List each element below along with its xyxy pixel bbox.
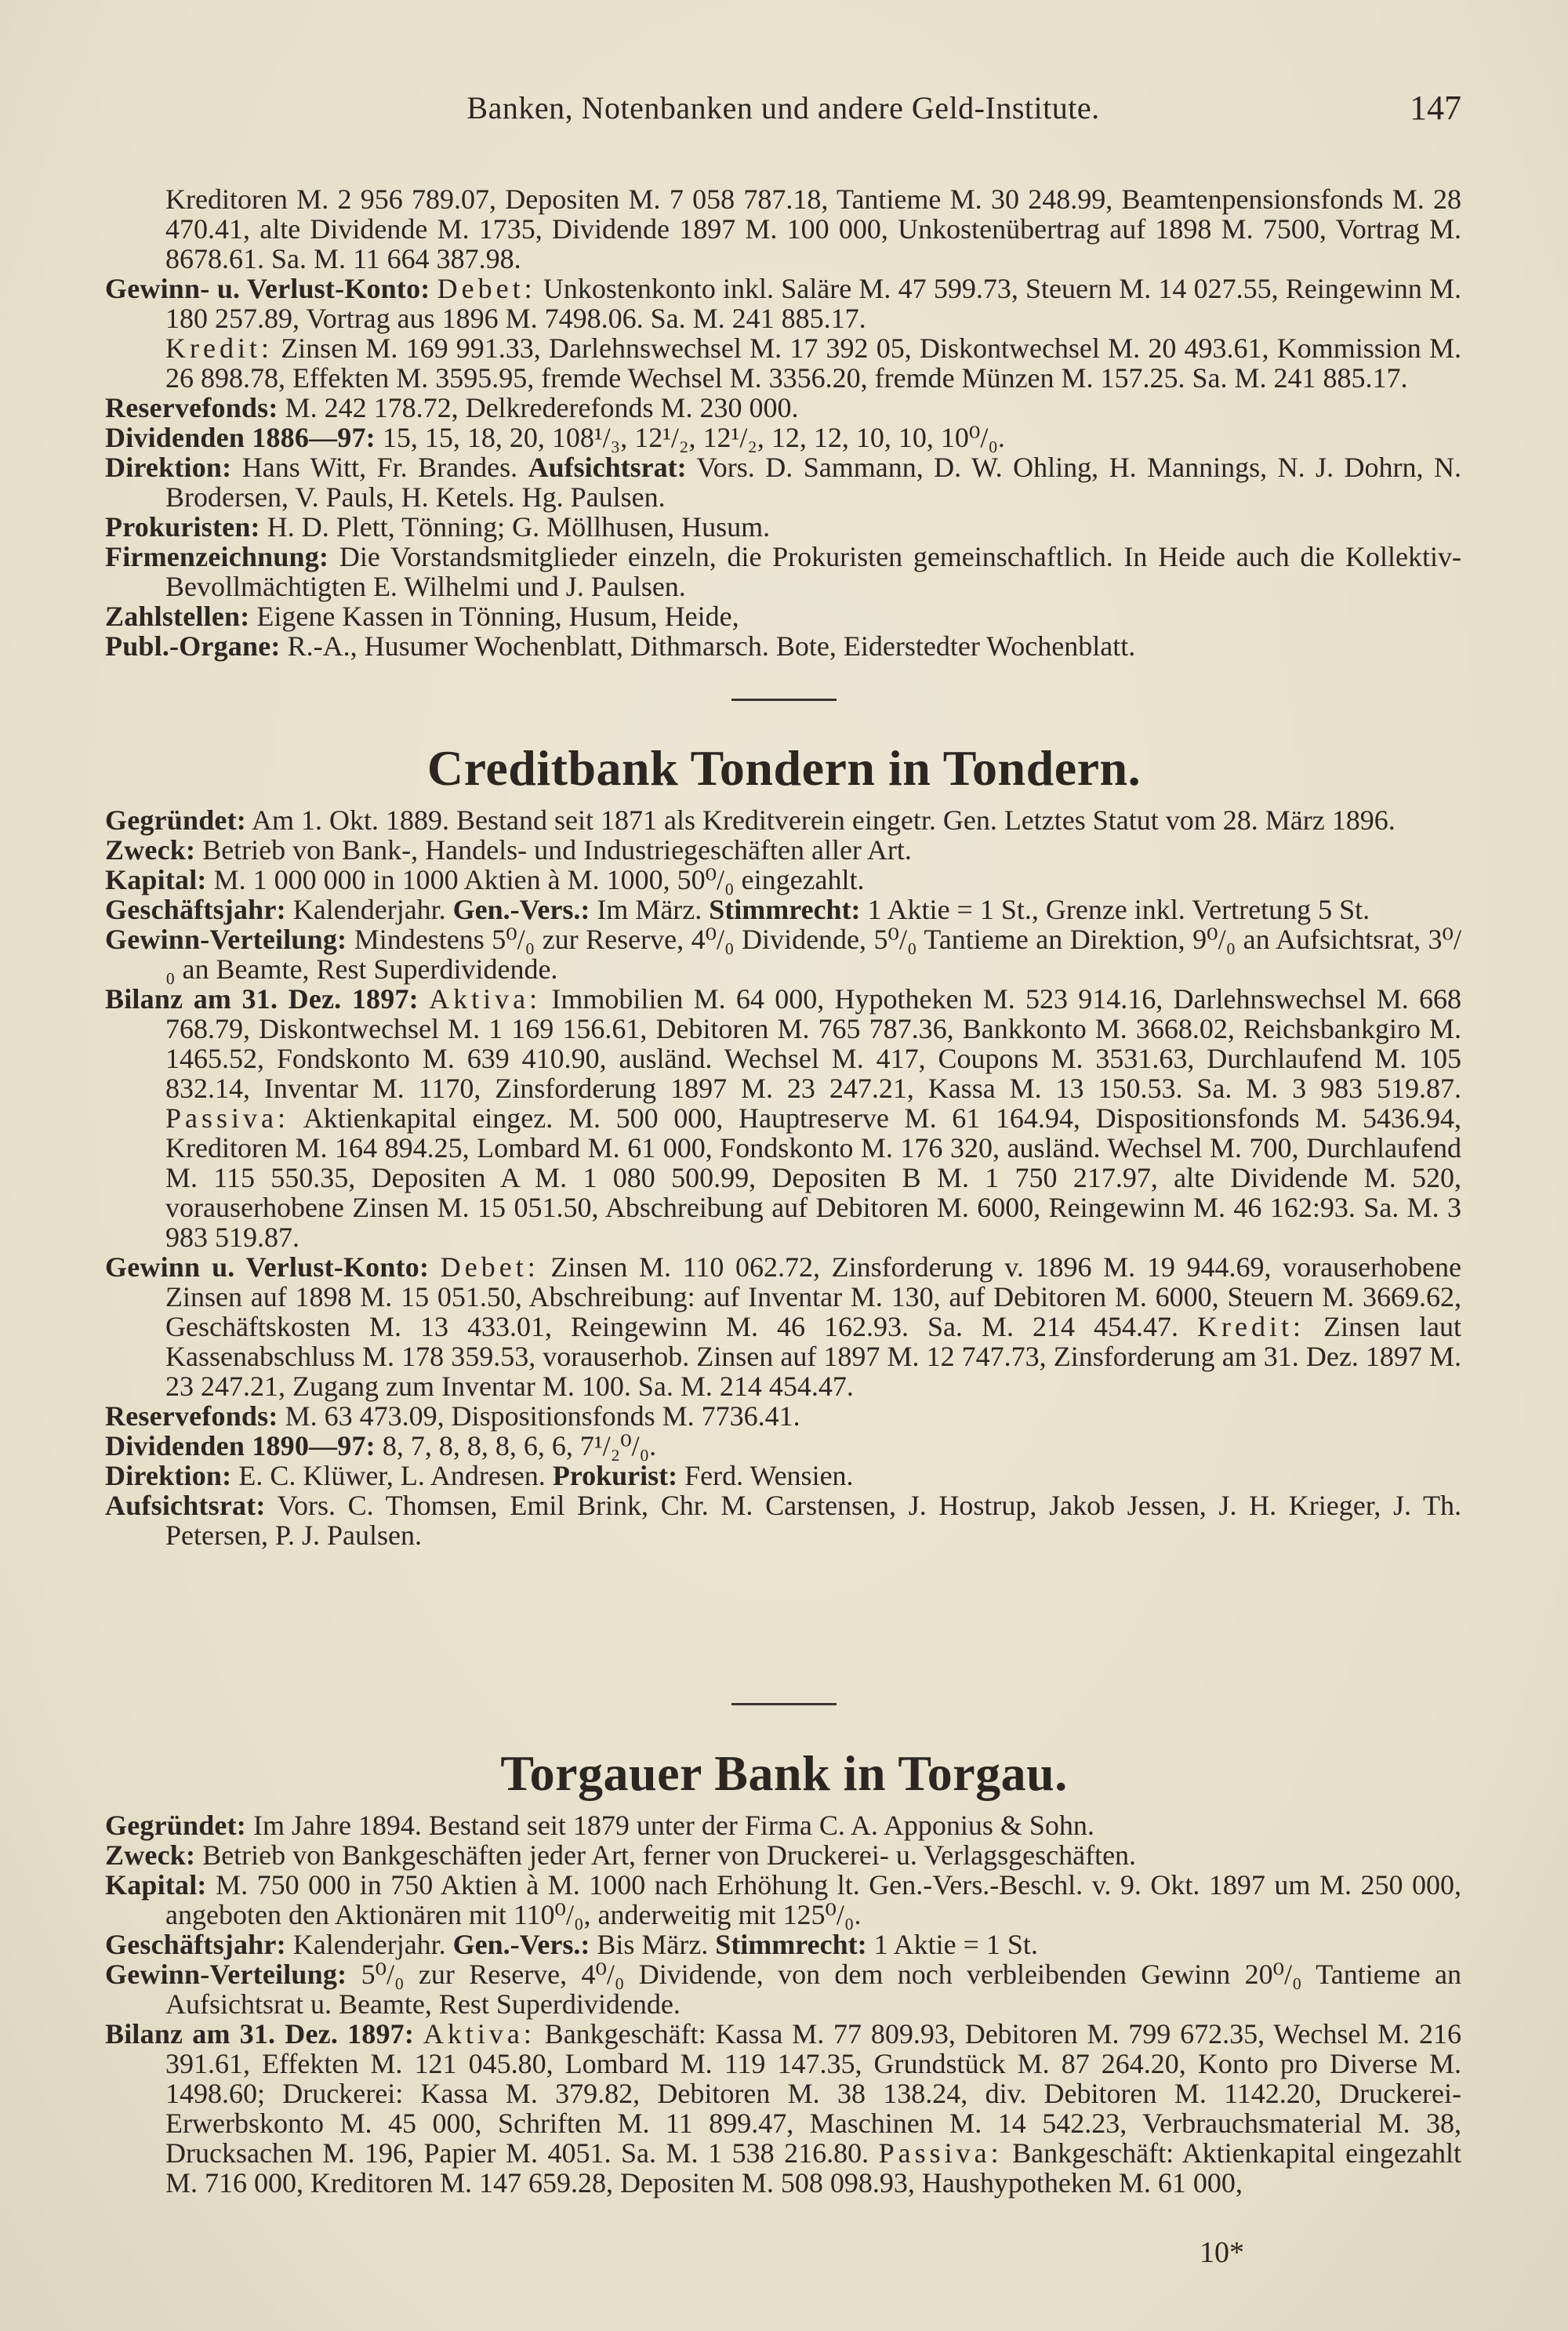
entry-text: Hans Witt, Fr. Brandes. <box>231 452 528 483</box>
entry-label: Gewinn- u. Verlust-Konto: <box>105 273 430 304</box>
entry-text: Im Jahre 1894. Bestand seit 1879 unter der Firma C. A. Apponius & Sohn. <box>245 1810 1094 1841</box>
entry-paragraph <box>105 452 1461 512</box>
account-side-label: Kredit: <box>165 332 273 364</box>
entry-text: Im März. <box>590 894 710 925</box>
signature-mark: 10* <box>1200 2236 1244 2269</box>
entry-paragraph <box>105 601 1461 631</box>
entry-text: Vors. C. Thomsen, Emil Brink, Chr. M. Carstensen, J. Hostrup, Jakob Jessen, J. H. Krieger, J. Th. Petersen, P. J. Paulsen. <box>165 1490 1461 1551</box>
entry-text: Eigene Kassen in Tönning, Husum, Heide, <box>249 601 739 632</box>
entry-paragraph <box>105 1930 1461 1959</box>
entry-text: Ferd. Wensien. <box>677 1460 854 1491</box>
entry-label: Reservefonds: <box>105 392 278 423</box>
entry-text: M. 63 473.09, Dispositionsfonds M. 7736.41. <box>278 1400 800 1432</box>
entry-text: Die Vorstandsmitglieder einzeln, die Prokuristen gemeinschaftlich. In Heide auch die Kollektiv-Bevollmächtigten E. Wilhelmi und J. Paulsen. <box>165 541 1461 602</box>
entry-label: Gewinn-Verteilung: <box>105 924 347 955</box>
account-side-label: Debet: <box>437 273 536 304</box>
inline-label: Gen.-Vers.: <box>452 1929 590 1960</box>
entry-paragraph <box>105 542 1461 601</box>
section-title-creditbank-tondern: Creditbank Tondern in Tondern. <box>426 740 1142 796</box>
entry-paragraph <box>105 835 1461 865</box>
entry-paragraph <box>105 1490 1461 1550</box>
entry-text: Immobilien M. 64 000, Hypotheken M. 523 914.16, Darlehnswechsel M. 668 768.79, Diskontwechsel M. 1 169 156.61, Debitoren M. 765 787.36, Bankkonto M. 3668.02, Reichsbankgiro M. 1465.52, Fondskonto M. 639 410.90, ausländ. Wechsel M. 417, Coupons M. 3531.63, Durchlaufend M. 105 832.14, Inventar M. 1170, Zinsforderung 1897 M. 23 247.21, Kassa M. 13 150.53. Sa. M. 3 983 519.87. <box>165 983 1462 1104</box>
inline-label: Prokurist: <box>552 1460 678 1491</box>
torgauer-bank-entry <box>105 1810 1461 2198</box>
entry-text: Unkostenkonto inkl. Saläre M. 47 599.73, Steuern M. 14 027.55, Reingewinn M. 180 257.89, Vortrag aus 1896 M. 7498.06. Sa. M. 241 885.17. <box>165 273 1462 334</box>
entry-paragraph <box>105 805 1461 835</box>
entry-label: Zweck: <box>105 1839 196 1871</box>
section-divider <box>731 699 837 701</box>
entry-label: Bilanz am 31. Dez. 1897: <box>105 2018 415 2050</box>
entry-text: R.-A., Husumer Wochenblatt, Dithmarsch. Bote, Eiderstedter Wochenblatt. <box>280 630 1136 662</box>
entry-text: Kalenderjahr. <box>285 1929 453 1960</box>
entry-label: Publ.-Organe: <box>105 630 281 662</box>
inline-label: Gen.-Vers.: <box>452 894 590 925</box>
entry-label: Aufsichtsrat: <box>105 1490 266 1521</box>
running-head <box>105 89 1461 127</box>
entry-text: Bankgeschäft: Kassa M. 77 809.93, Debitoren M. 799 672.35, Wechsel M. 216 391.61, Effekten M. 121 045.80, Lombard M. 119 147.35, Grundstück M. 87 264.20, Konto pro Diverse M. 1498.60; Druckerei: Kassa M. 379.82, Debitoren M. 38 138.24, div. Debitoren M. 1142.20, Druckerei-Erwerbskonto M. 45 000, Schriften M. 11 899.47, Maschinen M. 14 542.23, Verbrauchsmaterial M. 38, Drucksachen M. 196, Papier M. 4051. Sa. M. 1 538 216.80. <box>165 2018 1462 2169</box>
entry-text: Aktienkapital eingez. M. 500 000, Hauptreserve M. 61 164.94, Dispositionsfonds M. 5436.94, Kreditoren M. 164 894.25, Lombard M. 61 000, Fondskonto M. 176 320, ausländ. Wechsel M. 700, Durchlaufend M. 115 550.35, Depositen A M. 1 080 500.99, Depositen B M. 1 750 217.97, alte Dividende M. 520, vorauserhobene Zinsen M. 15 051.50, Abschreibung auf Debitoren M. 6000, Reingewinn M. 46 162:93. Sa. M. 3 983 519.87. <box>165 1102 1461 1253</box>
entry-label: Direktion: <box>105 1460 232 1491</box>
entry-label: Reservefonds: <box>105 1400 278 1432</box>
entry-label: Kapital: <box>105 1869 207 1901</box>
entry-paragraph <box>105 184 1461 274</box>
entry-label: Geschäftsjahr: <box>105 1929 286 1960</box>
running-title: Banken, Notenbanken und andere Geld-Institute. <box>466 90 1100 125</box>
entry-label: Kapital: <box>105 864 207 895</box>
entry-paragraph <box>105 512 1461 542</box>
entry-label: Zahlstellen: <box>105 601 250 632</box>
entry-label: Gegründet: <box>105 1810 246 1841</box>
entry-paragraph <box>105 393 1461 423</box>
entry-paragraph <box>105 984 1461 1252</box>
inline-label: Stimmrecht: <box>709 894 861 925</box>
entry-label: Direktion: <box>105 452 232 483</box>
entry-paragraph <box>105 1431 1461 1461</box>
entry-paragraph <box>105 1461 1461 1490</box>
entry-text: Kalenderjahr. <box>285 894 453 925</box>
entry-text: E. C. Klüwer, L. Andresen. <box>231 1460 553 1491</box>
entry-text: 8, 7, 8, 8, 8, 6, 6, 7¹/₂⁰/₀. <box>375 1430 657 1461</box>
entry-paragraph <box>105 1401 1461 1431</box>
entry-label: Geschäftsjahr: <box>105 894 286 925</box>
entry-label: Dividenden 1886—97: <box>105 422 376 453</box>
account-side-label: Debet: <box>440 1251 539 1283</box>
entry-text <box>430 273 437 304</box>
entry-label: Firmenzeichnung: <box>105 541 329 572</box>
entry-text: Zinsen M. 110 062.72, Zinsforderung v. 1896 M. 19 944.69, vorauserhobene Zinsen auf 1898 M. 15 051.50, Abschreibung: auf Inventar M. 130, auf Debitoren M. 6000, Steuern M. 3669.62, Geschäftskosten M. 13 433.01, Reingewinn M. 46 162.93. Sa. M. 214 454.47. <box>165 1251 1462 1342</box>
entry-text: Zinsen laut Kassenabschluss M. 178 359.53, vorauserhob. Zinsen auf 1897 M. 12 747.73, Zinsforderung am 31. Dez. 1897 M. 23 247.21, Zugang zum Inventar M. 100. Sa. M. 214 454.47. <box>165 1311 1461 1402</box>
section-divider <box>731 1703 837 1705</box>
entry-paragraph <box>105 423 1461 452</box>
entry-text: 1 Aktie = 1 St. <box>866 1929 1038 1960</box>
entry-paragraph <box>105 895 1461 924</box>
entry-text: Am 1. Okt. 1889. Bestand seit 1871 als Kreditverein eingetr. Gen. Letztes Statut vom 28. März 1896. <box>245 804 1396 836</box>
entry-paragraph <box>105 2019 1461 2198</box>
entry-text: Mindestens 5⁰/₀ zur Reserve, 4⁰/₀ Dividende, 5⁰/₀ Tantieme an Direktion, 9⁰/₀ an Aufsichtsrat, 3⁰/₀ an Beamte, Rest Superdividende. <box>165 924 1461 985</box>
entry-text: 5⁰/₀ zur Reserve, 4⁰/₀ Dividende, von dem noch verbleibenden Gewinn 20⁰/₀ Tantieme an Aufsichtsrat u. Beamte, Rest Superdividende. <box>165 1959 1461 2020</box>
entry-paragraph <box>105 865 1461 895</box>
creditbank-tondern-entry <box>105 805 1461 1550</box>
page-number: 147 <box>1410 89 1461 127</box>
entry-paragraph <box>105 1810 1461 1840</box>
entry-text: 15, 15, 18, 20, 108¹/₃, 12¹/₂, 12¹/₂, 12, 12, 10, 10, 10⁰/₀. <box>375 422 1005 453</box>
entry-text: H. D. Plett, Tönning; G. Möllhusen, Husum. <box>260 511 771 543</box>
entry-text <box>414 2018 423 2050</box>
account-side-label: Aktiva: <box>429 983 542 1015</box>
entry-text: M. 242 178.72, Delkrederefonds M. 230 000. <box>278 392 799 423</box>
entry-text: Betrieb von Bank-, Handels- und Industriegeschäften aller Art. <box>195 834 912 866</box>
entry-text: 1 Aktie = 1 St., Grenze inkl. Vertretung 5 St. <box>860 894 1370 925</box>
entry-text: Bis März. <box>590 1929 716 1960</box>
entry-label: Gewinn-Verteilung: <box>105 1959 347 1990</box>
account-side-label: Kredit: <box>1197 1311 1305 1342</box>
entry-label: Bilanz am 31. Dez. 1897: <box>105 983 419 1015</box>
entry-label: Gewinn u. Verlust-Konto: <box>105 1251 430 1283</box>
entry-text <box>429 1251 441 1283</box>
entry-text: Bankgeschäft: Aktienkapital eingezahlt M. 716 000, Kreditoren M. 147 659.28, Depositen M. 508 098.93, Haushypotheken M. 61 000, <box>165 2137 1461 2198</box>
account-side-label: Aktiva: <box>423 2018 535 2050</box>
entry-text <box>419 983 429 1015</box>
entry-text: Vors. D. Sammann, D. W. Ohling, H. Mannings, N. J. Dohrn, N. Brodersen, V. Pauls, H. Ketels. Hg. Paulsen. <box>165 452 1462 513</box>
entry-label: Dividenden 1890—97: <box>105 1430 376 1461</box>
section-title-torgauer-bank: Torgauer Bank in Torgau. <box>500 1745 1068 1801</box>
entry-text: M. 1 000 000 in 1000 Aktien à M. 1000, 50⁰/₀ eingezahlt. <box>206 864 865 895</box>
continued-bank-entry <box>105 184 1461 661</box>
entry-label: Prokuristen: <box>105 511 260 543</box>
entry-paragraph <box>105 1959 1461 2019</box>
entry-label: Zweck: <box>105 834 196 866</box>
entry-paragraph <box>105 274 1461 393</box>
entry-paragraph <box>105 631 1461 661</box>
entry-text: Kreditoren M. 2 956 789.07, Depositen M. 7 058 787.18, Tantieme M. 30 248.99, Beamtenpensionsfonds M. 28 470.41, alte Dividende M. 1735, Dividende 1897 M. 100 000, Unkostenübertrag auf 1898 M. 7500, Vortrag M. 8678.61. Sa. M. 11 664 387.98. <box>165 183 1461 274</box>
entry-paragraph <box>105 924 1461 984</box>
entry-paragraph <box>105 1840 1461 1870</box>
inline-label: Stimmrecht: <box>715 1929 867 1960</box>
entry-text: M. 750 000 in 750 Aktien à M. 1000 nach Erhöhung lt. Gen.-Vers.-Beschl. v. 9. Okt. 1897 um M. 250 000, angeboten den Aktionären mit 110⁰/₀, anderweitig mit 125⁰/₀. <box>165 1869 1461 1930</box>
entry-text: Zinsen M. 169 991.33, Darlehnswechsel M. 17 392 05, Diskontwechsel M. 20 493.61, Kommission M. 26 898.78, Effekten M. 3595.95, fremde Wechsel M. 3356.20, fremde Münzen M. 157.25. Sa. M. 241 885.17. <box>165 332 1461 394</box>
entry-text: Betrieb von Bankgeschäften jeder Art, ferner von Druckerei- u. Verlagsgeschäften. <box>195 1839 1137 1871</box>
account-side-label: Passiva: <box>165 1102 290 1134</box>
entry-label: Gegründet: <box>105 804 246 836</box>
entry-paragraph <box>105 1252 1461 1401</box>
account-side-label: Passiva: <box>878 2137 1003 2169</box>
inline-label: Aufsichtsrat: <box>528 452 687 483</box>
entry-paragraph <box>105 1870 1461 1930</box>
